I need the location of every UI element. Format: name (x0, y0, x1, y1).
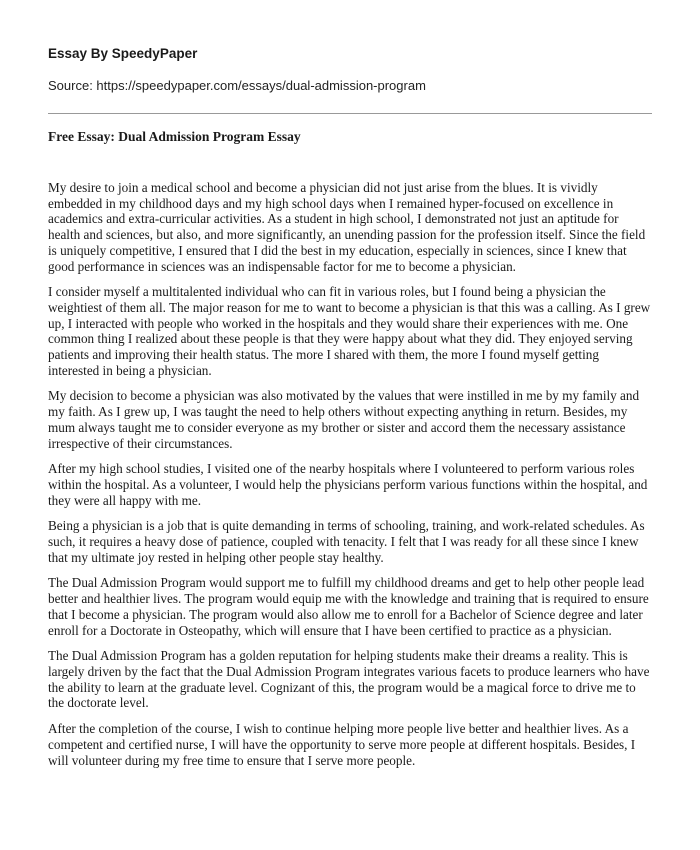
brand-title: Essay By SpeedyPaper (48, 46, 198, 61)
essay-paragraph: After the completion of the course, I wish to continue helping more people live better and healthier lives. As a competent and certified nurse, I will have the opportunity to serve more people at different hospitals. Besides, I will volunteer during my free time to ensure that I serve more people. (48, 721, 636, 768)
essay-paragraph: After my high school studies, I visited one of the nearby hospitals where I volunteered to perform various roles within the hospital. As a volunteer, I would help the physicians perform various functions within the hospital, and they were all happy with me. (48, 461, 648, 508)
essay-paragraph: The Dual Admission Program would support me to fulfill my childhood dreams and get to help other people lead better and healthier lives. The program would equip me with the knowledge and training that is required to ensure that I become a physician. The program would also allow me to enroll for a Bachelor of Science degree and later enroll for a Doctorate in Osteopathy, which will ensure that I have been certified to practice as a physician. (48, 575, 649, 638)
essay-paragraph: The Dual Admission Program has a golden reputation for helping students make their dreams a reality. This is largely driven by the fact that the Dual Admission Program integrates various facets to produce learners who have the ability to learn at the graduate level. Cognizant of this, the program would be a magical force to drive me to the doctorate level. (48, 648, 650, 711)
essay-title: Free Essay: Dual Admission Program Essay (48, 129, 301, 144)
essay-paragraph: My decision to become a physician was also motivated by the values that were instilled in me by my family and my faith. As I grew up, I was taught the need to help others without expecting anything in return. Besides, my mum always taught me to consider everyone as my brother or sister and accord them the necessary assistance irrespective of their circumstances. (48, 388, 640, 451)
header-divider (48, 113, 652, 114)
essay-paragraph: Being a physician is a job that is quite demanding in terms of schooling, training, and work-related schedules. As such, it requires a heavy dose of patience, coupled with tenacity. I felt that I was ready for all these since I knew that my ultimate joy rested in helping other people stay healthy. (48, 518, 645, 565)
source-line: Source: https://speedypaper.com/essays/dual-admission-program (48, 78, 426, 93)
essay-body (48, 180, 652, 768)
essay-paragraph: My desire to join a medical school and become a physician did not just arise from the blues. It is vividly embedded in my childhood days and my high school days when I remained hyper-focused on excellence in academics and extra-curricular activities. As a student in high school, I demonstrated not just an aptitude for health and sciences, but also, and more significantly, an unending passion for the profession itself. Since the field is uniquely competitive, I ensured that I did the best in my education, especially in sciences, since I knew that good performance in sciences was an indispensable factor for me to become a physician. (48, 180, 646, 274)
essay-paragraph: I consider myself a multitalented individual who can fit in various roles, but I found being a physician the weightiest of them all. The major reason for me to want to become a physician is that this was a calling. As I grew up, I interacted with people who worked in the hospitals and they would share their experiences with me. One common thing I realized about these people is that they were happy about what they did. They enjoyed serving patients and improving their health status. The more I shared with them, the more I found myself getting interested in being a physician. (48, 284, 651, 378)
